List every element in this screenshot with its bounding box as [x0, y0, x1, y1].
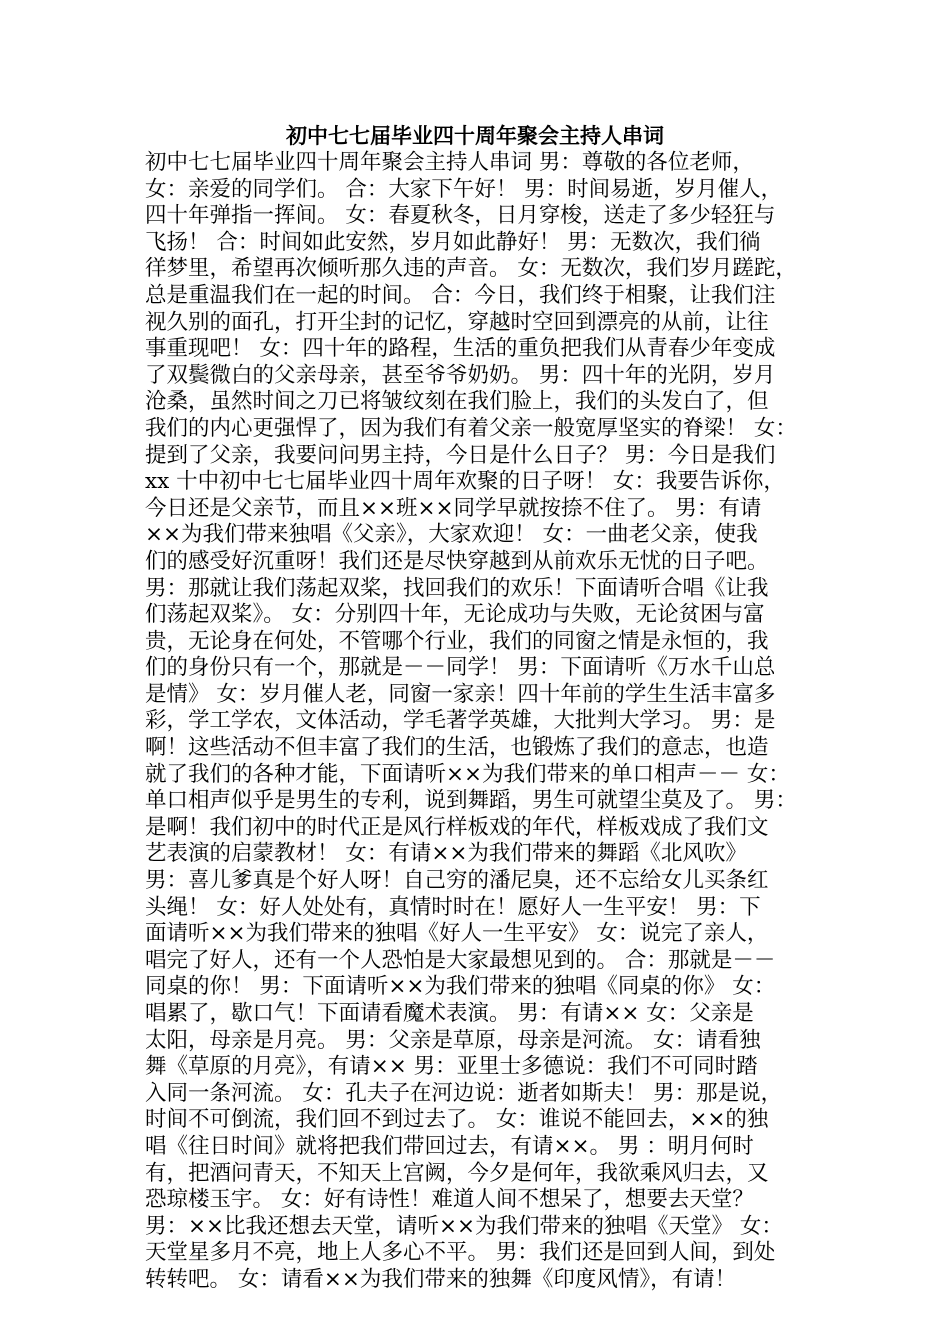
body-line: 是啊！我们初中的时代正是风行样板戏的年代，样板戏成了我们文: [145, 814, 769, 840]
body-line: 时间不可倒流，我们回不到过去了。 女：谁说不能回去，××的独: [145, 1107, 769, 1133]
body-line: 有，把酒问青天，不知天上宫阙，今夕是何年，我欲乘风归去，又: [145, 1160, 769, 1186]
body-line: ××为我们带来独唱《父亲》，大家欢迎！ 女：一曲老父亲，使我: [145, 522, 758, 548]
body-line: 转转吧。 女：请看××为我们带来的独舞《印度风情》，有请！: [145, 1266, 737, 1292]
body-line: 太阳，母亲是月亮。 男：父亲是草原，母亲是河流。 女：请看独: [145, 1027, 761, 1053]
body-line: 入同一条河流。 女：孔夫子在河边说：逝者如斯夫！ 男：那是说，: [145, 1080, 783, 1106]
body-line: 唱《往日时间》就将把我们带回过去，有请××。 男 ：明月何时: [145, 1133, 754, 1159]
body-line: 初中七七届毕业四十周年聚会主持人串词 男：尊敬的各位老师，: [145, 150, 754, 175]
body-line: 今日还是父亲节，而且××班××同学早就按捺不住了。 男：有请: [145, 495, 762, 521]
body-line: 沧桑，虽然时间之刀已将皱纹刻在我们脸上，我们的头发白了，但: [145, 389, 769, 415]
body-line: xx 十中初中七七届毕业四十周年欢聚的日子呀！ 女：我要告诉你，: [145, 469, 785, 495]
body-line: 徉梦里，希望再次倾听那久违的声音。 女：无数次，我们岁月蹉跎，: [145, 256, 797, 282]
body-line: 彩，学工学农，文体活动，学毛著学英雄，大批判大学习。 男：是: [145, 708, 776, 734]
body-line: 女：亲爱的同学们。 合：大家下午好！ 男：时间易逝，岁月催人，: [145, 176, 783, 202]
body-line: 了双鬓微白的父亲母亲，甚至爷爷奶奶。 男：四十年的光阴，岁月: [145, 362, 776, 388]
body-line: 恐琼楼玉宇。 女：好有诗性！难道人间不想呆了，想要去天堂？: [145, 1187, 754, 1213]
body-line: 提到了父亲，我要问问男主持，今日是什么日子？ 男：今日是我们: [145, 442, 776, 468]
body-line: 唱完了好人，还有一个人恐怕是大家最想见到的。 合：那就是－－: [145, 947, 776, 973]
body-line: 事重现吧！ 女：四十年的路程，生活的重负把我们从青春少年变成: [145, 336, 776, 362]
body-line: 头绳！ 女：好人处处有，真情时时在！愿好人一生平安！ 男：下: [145, 894, 761, 920]
body-line: 总是重温我们在一起的时间。 合：今日，我们终于相聚，让我们注: [145, 282, 776, 308]
body-line: 贵，无论身在何处，不管哪个行业，我们的同窗之情是永恒的，我: [145, 628, 769, 654]
body-line: 同桌的你！ 男：下面请听××为我们带来的独唱《同桌的你》 女：: [145, 974, 776, 1000]
body-line: 是情》 女：岁月催人老，同窗一家亲！四十年前的学生生活丰富多: [145, 681, 776, 707]
body-line: 男：喜儿爹真是个好人呀！自己穷的潘尼臭，还不忘给女儿买条红: [145, 868, 769, 894]
body-line: 舞《草原的月亮》，有请×× 男：亚里士多德说：我们不可同时踏: [145, 1054, 758, 1080]
document-body: [145, 150, 815, 1294]
body-line: 四十年弹指一挥间。 女：春夏秋冬，日月穿梭，送走了多少轻狂与: [145, 203, 776, 229]
body-line: 男：××比我还想去天堂，请听××为我们带来的独唱《天堂》 女：: [145, 1213, 783, 1239]
body-line: 啊！这些活动不但丰富了我们的生活，也锻炼了我们的意志，也造: [145, 735, 769, 761]
body-line: 艺表演的启蒙教材！ 女：有请××为我们带来的舞蹈《北风吹》: [145, 841, 747, 867]
body-line: 们荡起双桨》。 女：分别四十年，无论成功与失败，无论贫困与富: [145, 602, 765, 628]
body-line: 单口相声似乎是男生的专利，说到舞蹈，男生可就望尘莫及了。 男：: [145, 788, 797, 814]
document-title: 初中七七届毕业四十周年聚会主持人串词: [286, 123, 664, 148]
body-line: 们的感受好沉重呀！我们还是尽快穿越到从前欢乐无忧的日子吧。: [145, 548, 769, 574]
body-line: 就了我们的各种才能，下面请听××为我们带来的单口相声－－ 女：: [145, 761, 790, 787]
body-line: 们的身份只有一个，那就是－－同学！ 男：下面请听《万水千山总: [145, 655, 776, 681]
body-line: 唱累了，歇口气！下面请看魔术表演。 男：有请×× 女：父亲是: [145, 1001, 754, 1026]
body-line: 面请听××为我们带来的独唱《好人一生平安》 女：说完了亲人，: [145, 921, 769, 947]
body-line: 男：那就让我们荡起双桨，找回我们的欢乐！下面请听合唱《让我: [145, 575, 769, 601]
body-line: 天堂星多月不亮，地上人多心不平。 男：我们还是回到人间，到处: [145, 1240, 776, 1266]
body-line: 视久别的面孔，打开尘封的记忆，穿越时空回到漂亮的从前，让往: [145, 309, 769, 335]
body-line: 飞扬！ 合：时间如此安然，岁月如此静好！ 男：无数次，我们徜: [145, 229, 761, 255]
body-line: 我们的内心更强悍了，因为我们有着父亲一般宽厚坚实的脊梁！ 女：: [145, 415, 797, 441]
